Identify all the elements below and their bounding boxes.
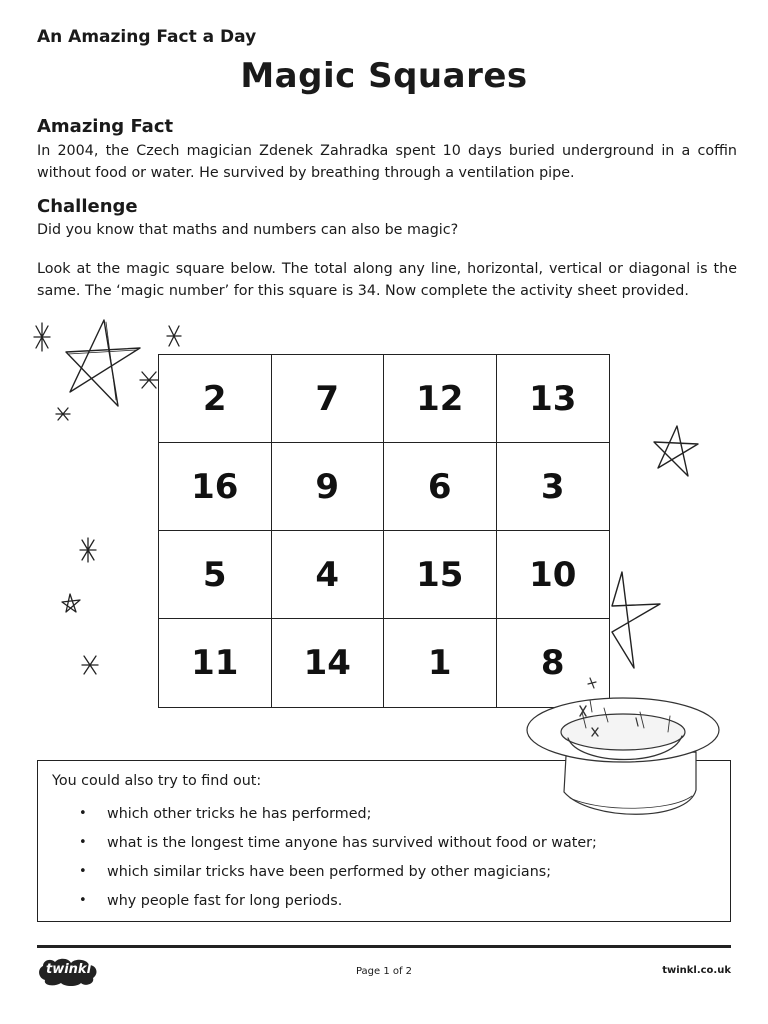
magic-square-cell: 4 — [272, 531, 385, 619]
magic-square-cell: 7 — [272, 355, 385, 443]
series-title: An Amazing Fact a Day — [37, 27, 257, 47]
list-item: • what is the longest time anyone has survived without food or water; — [38, 832, 597, 861]
find-out-list — [38, 803, 597, 919]
magic-square-cell: 1 — [384, 619, 497, 707]
magic-square-cell: 2 — [159, 355, 272, 443]
list-item: • why people fast for long periods. — [38, 890, 597, 919]
amazing-fact-text: In 2004, the Czech magician Zdenek Zahradka spent 10 days buried underground in a coffin without food or water. He survived by breathing through a ventilation pipe. — [37, 143, 737, 181]
magic-square-cell: 9 — [272, 443, 385, 531]
challenge-question: Did you know that maths and numbers can also be magic? — [37, 222, 459, 238]
magic-square-cell: 6 — [384, 443, 497, 531]
list-item: • which similar tricks have been performed by other magicians; — [38, 861, 597, 890]
top-hat-illustration — [520, 672, 730, 832]
magic-square-cell: 12 — [384, 355, 497, 443]
list-item: • which other tricks he has performed; — [38, 803, 597, 832]
magic-square-cell: 15 — [384, 531, 497, 619]
magic-square-grid — [158, 354, 610, 708]
magic-square-cell: 16 — [159, 443, 272, 531]
magic-square-cell: 11 — [159, 619, 272, 707]
footer-divider — [37, 945, 731, 948]
challenge-heading: Challenge — [37, 196, 138, 217]
magic-square-cell: 5 — [159, 531, 272, 619]
website-link[interactable]: twinkl.co.uk — [662, 965, 731, 976]
page-title: Magic Squares — [240, 56, 528, 96]
magic-square-cell: 10 — [497, 531, 610, 619]
magic-square-cell: 8 — [540, 643, 565, 683]
find-out-intro: You could also try to find out: — [52, 773, 262, 789]
magic-square-cell: 14 — [272, 619, 385, 707]
page-number: Page 1 of 2 — [355, 966, 413, 977]
twinkl-logo-text: twinkl — [46, 962, 92, 977]
magic-square-cell: 3 — [497, 443, 610, 531]
challenge-instructions: Look at the magic square below. The total along any line, horizontal, vertical or diagonal is the same. The ‘magic number’ for this square is 34. Now complete the activity sheet provided. — [37, 261, 737, 299]
magic-square-cell: 13 — [497, 355, 610, 443]
amazing-fact-heading: Amazing Fact — [37, 116, 174, 137]
